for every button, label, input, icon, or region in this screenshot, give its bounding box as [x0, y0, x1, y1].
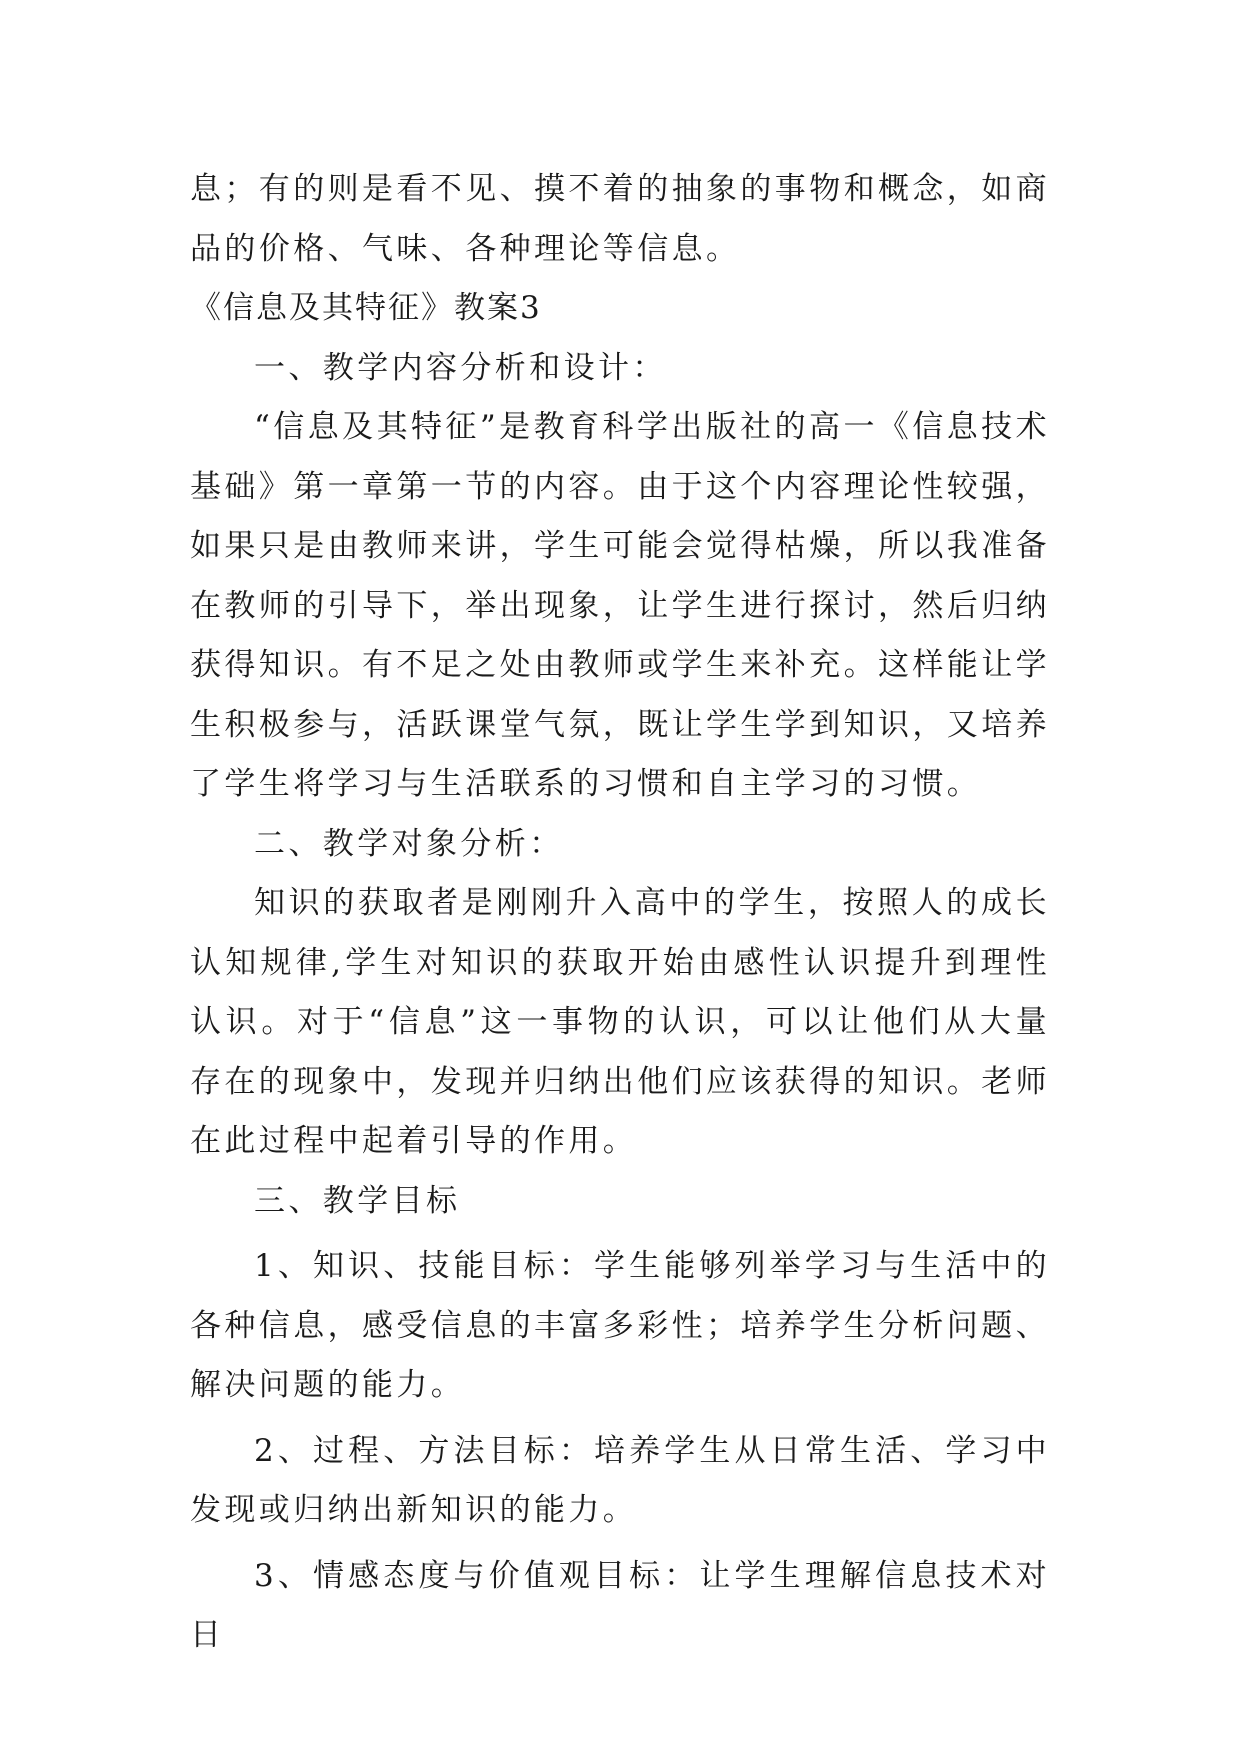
document-body	[190, 160, 1050, 1666]
paragraph-continuation: 息；有的则是看不见、摸不着的抽象的事物和概念，如商品的价格、气味、各种理论等信息。	[190, 171, 1050, 267]
heading-content-analysis: 一、教学内容分析和设计：	[254, 349, 667, 386]
section-title: 《信息及其特征》教案3	[190, 290, 542, 326]
paragraph-content-analysis: “信息及其特征”是教育科学出版社的高一《信息技术基础》第一章第一节的内容。由于这个内容理论性较强，如果只是由教师来讲，学生可能会觉得枯燥，所以我准备在教师的引导下，举出现象，让学生进行探讨，然后归纳获得知识。有不足之处由教师或学生来补充。这样能让学生积极参与，活跃课堂气氛，既让学生学到知识，又培养了学生将学习与生活联系的习惯和自主学习的习惯。	[190, 409, 1050, 802]
goal-item-attitude: 3、情感态度与价值观目标：让学生理解信息技术对日	[190, 1557, 1050, 1653]
heading-teaching-goals: 三、教学目标	[254, 1182, 461, 1219]
heading-audience-analysis: 二、教学对象分析：	[254, 825, 564, 862]
goal-item-process: 2、过程、方法目标：培养学生从日常生活、学习中发现或归纳出新知识的能力。	[190, 1432, 1050, 1528]
goal-item-knowledge: 1、知识、技能目标：学生能够列举学习与生活中的各种信息，感受信息的丰富多彩性；培养学生分析问题、解决问题的能力。	[190, 1248, 1050, 1403]
paragraph-audience-analysis: 知识的获取者是刚刚升入高中的学生，按照人的成长认知规律,学生对知识的获取开始由感性认识提升到理性认识。对于“信息”这一事物的认识，可以让他们从大量存在的现象中，发现并归纳出他们应该获得的知识。老师在此过程中起着引导的作用。	[190, 885, 1050, 1159]
